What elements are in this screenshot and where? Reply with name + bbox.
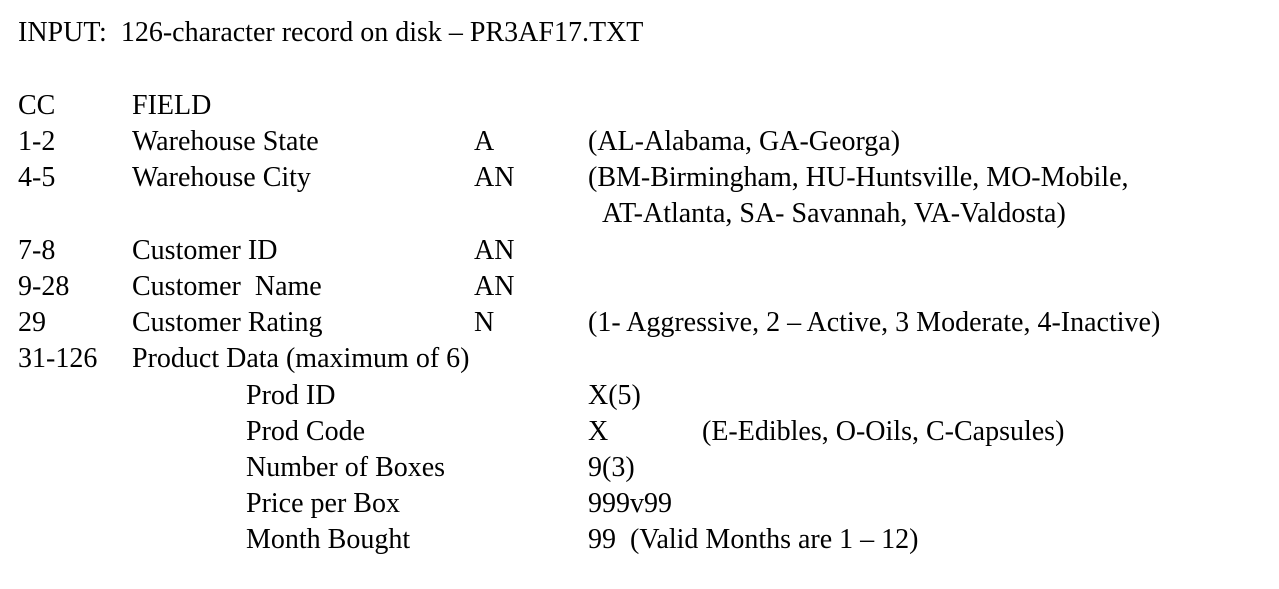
field-name: Warehouse State <box>132 126 319 157</box>
product-field-name: Price per Box <box>246 488 400 519</box>
product-field-name: Prod ID <box>246 380 336 411</box>
field-name: Warehouse City <box>132 162 311 193</box>
field-cc: 31-126 <box>18 343 98 374</box>
field-note-continued: AT-Atlanta, SA- Savannah, VA-Valdosta) <box>602 198 1066 229</box>
field-type: AN <box>474 271 515 302</box>
field-name: Product Data (maximum of 6) <box>132 343 470 374</box>
product-field-format: 9(3) <box>588 452 635 483</box>
product-field-format: 99 (Valid Months are 1 – 12) <box>588 524 919 555</box>
field-name: Customer Name <box>132 271 322 302</box>
product-field-name: Number of Boxes <box>246 452 446 483</box>
field-cc: 4-5 <box>18 162 56 193</box>
product-field-format: X(5) <box>588 380 641 411</box>
product-field-format: X <box>588 416 609 447</box>
product-field-name: Month Bought <box>246 524 411 555</box>
column-header-cc: CC <box>18 90 56 121</box>
field-note: (AL-Alabama, GA-Georga) <box>588 126 901 157</box>
field-type: AN <box>474 162 515 193</box>
field-type: AN <box>474 235 515 266</box>
field-name: Customer Rating <box>132 307 323 338</box>
column-header-field: FIELD <box>132 90 212 121</box>
product-field-format: 999v99 <box>588 488 672 519</box>
field-note: (BM-Birmingham, HU-Huntsville, MO-Mobile, <box>588 162 1129 193</box>
field-cc: 9-28 <box>18 271 70 302</box>
field-type: N <box>474 307 495 338</box>
product-field-name: Prod Code <box>246 416 365 447</box>
field-cc: 1-2 <box>18 126 56 157</box>
field-cc: 29 <box>18 307 46 338</box>
field-cc: 7-8 <box>18 235 56 266</box>
field-name: Customer ID <box>132 235 278 266</box>
record-header: INPUT: 126-character record on disk – PR3AF17.TXT <box>18 17 644 48</box>
product-field-note: (E-Edibles, O-Oils, C-Capsules) <box>702 416 1065 447</box>
field-type: A <box>474 126 495 157</box>
field-note: (1- Aggressive, 2 – Active, 3 Moderate, 4-Inactive) <box>588 307 1161 338</box>
